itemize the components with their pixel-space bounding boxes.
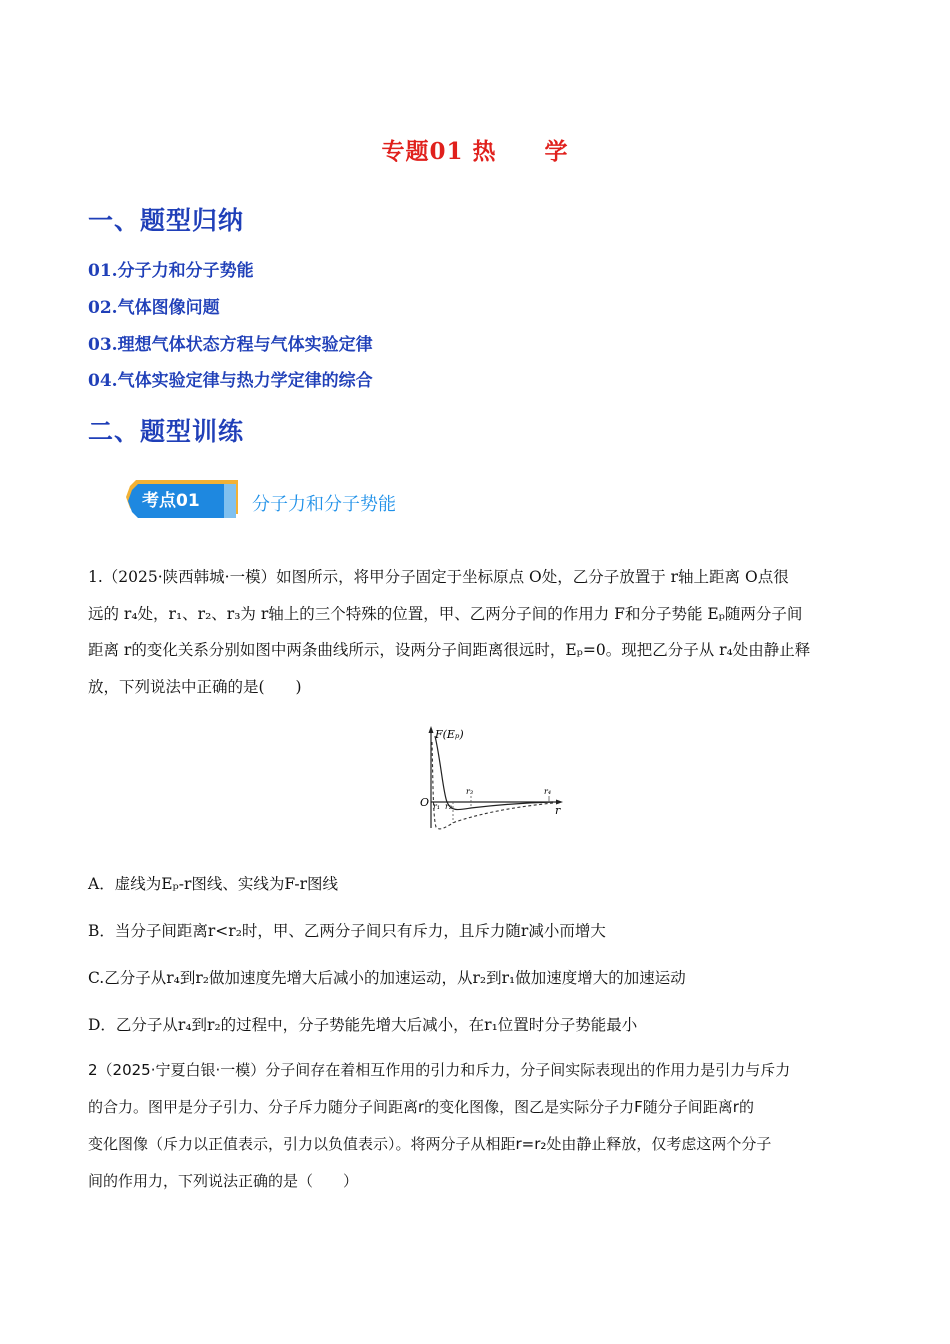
force-potential-graph: [413, 722, 568, 832]
section-heading-summary: 一、题型归纳: [88, 206, 245, 235]
question-2-line-2: 的合力。图甲是分子引力、分子斥力随分子间距离r的变化图像，图乙是实际分子力F随分子间距离r的: [88, 1098, 754, 1116]
question-1-line-1: 1.（2025·陕西韩城·一模）如图所示，将甲分子固定于坐标原点 O处，乙分子放置于 r轴上距离 O点很: [88, 568, 789, 586]
graph-r3: r₃: [466, 787, 474, 796]
question-2-line-4: 间的作用力，下列说法正确的是（ ）: [88, 1172, 359, 1190]
toc-item-3[interactable]: 03.理想气体状态方程与气体实验定律: [88, 335, 373, 355]
option-d[interactable]: D．乙分子从r₄到r₂的过程中，分子势能先增大后减小，在r₁位置时分子势能最小: [88, 1016, 638, 1034]
topic-badge: [126, 478, 238, 518]
graph-origin: O: [420, 796, 430, 809]
question-1-line-4: 放，下列说法中正确的是( ): [88, 677, 302, 696]
option-c[interactable]: C.乙分子从r₄到r₂做加速度先增大后减小的加速运动，从r₂到r₁做加速度增大的加速运动: [88, 969, 686, 987]
page-title: 专题01 热 学: [381, 138, 569, 165]
graph-r1: r₁: [433, 802, 441, 811]
potential-curve: [432, 742, 553, 829]
section-heading-training: 二、题型训练: [88, 417, 245, 446]
graph-r4: r₄: [544, 787, 552, 796]
topic-title: 分子力和分子势能: [252, 494, 396, 515]
question-1-line-3: 距离 r的变化关系分别如图中两条曲线所示，设两分子间距离很远时，Eₚ=0。现把乙分子从 r₄处由静止释: [88, 641, 811, 659]
graph-r2: r₂: [445, 802, 453, 811]
toc-item-4[interactable]: 04.气体实验定律与热力学定律的综合: [88, 371, 373, 391]
force-curve: [435, 736, 553, 810]
graph-y-label: F(Eₚ): [435, 728, 464, 741]
question-2-line-3: 变化图像（斥力以正值表示，引力以负值表示）。将两分子从相距r=r₂处由静止释放，仅考虑这两个分子: [88, 1135, 772, 1153]
question-2-line-1: 2（2025·宁夏白银·一模）分子间存在着相互作用的引力和斥力，分子间实际表现出的作用力是引力与斥力: [88, 1061, 791, 1079]
toc-item-1[interactable]: 01.分子力和分子势能: [88, 261, 254, 281]
option-a[interactable]: A．虚线为Eₚ-r图线、实线为F-r图线: [88, 875, 339, 893]
question-1-text: [88, 559, 863, 705]
graph-x-label: r: [555, 804, 561, 817]
question-2-text: [88, 1052, 863, 1200]
question-1-line-2: 远的 r₄处，r₁、r₂、r₃为 r轴上的三个特殊的位置，甲、乙两分子间的作用力 F和分子势能 Eₚ随两分子间: [88, 604, 803, 623]
badge-label: 考点01: [142, 491, 200, 511]
toc-item-2[interactable]: 02.气体图像问题: [88, 298, 220, 318]
option-b[interactable]: B．当分子间距离r<r₂时，甲、乙两分子间只有斥力，且斥力随r减小而增大: [88, 922, 606, 940]
